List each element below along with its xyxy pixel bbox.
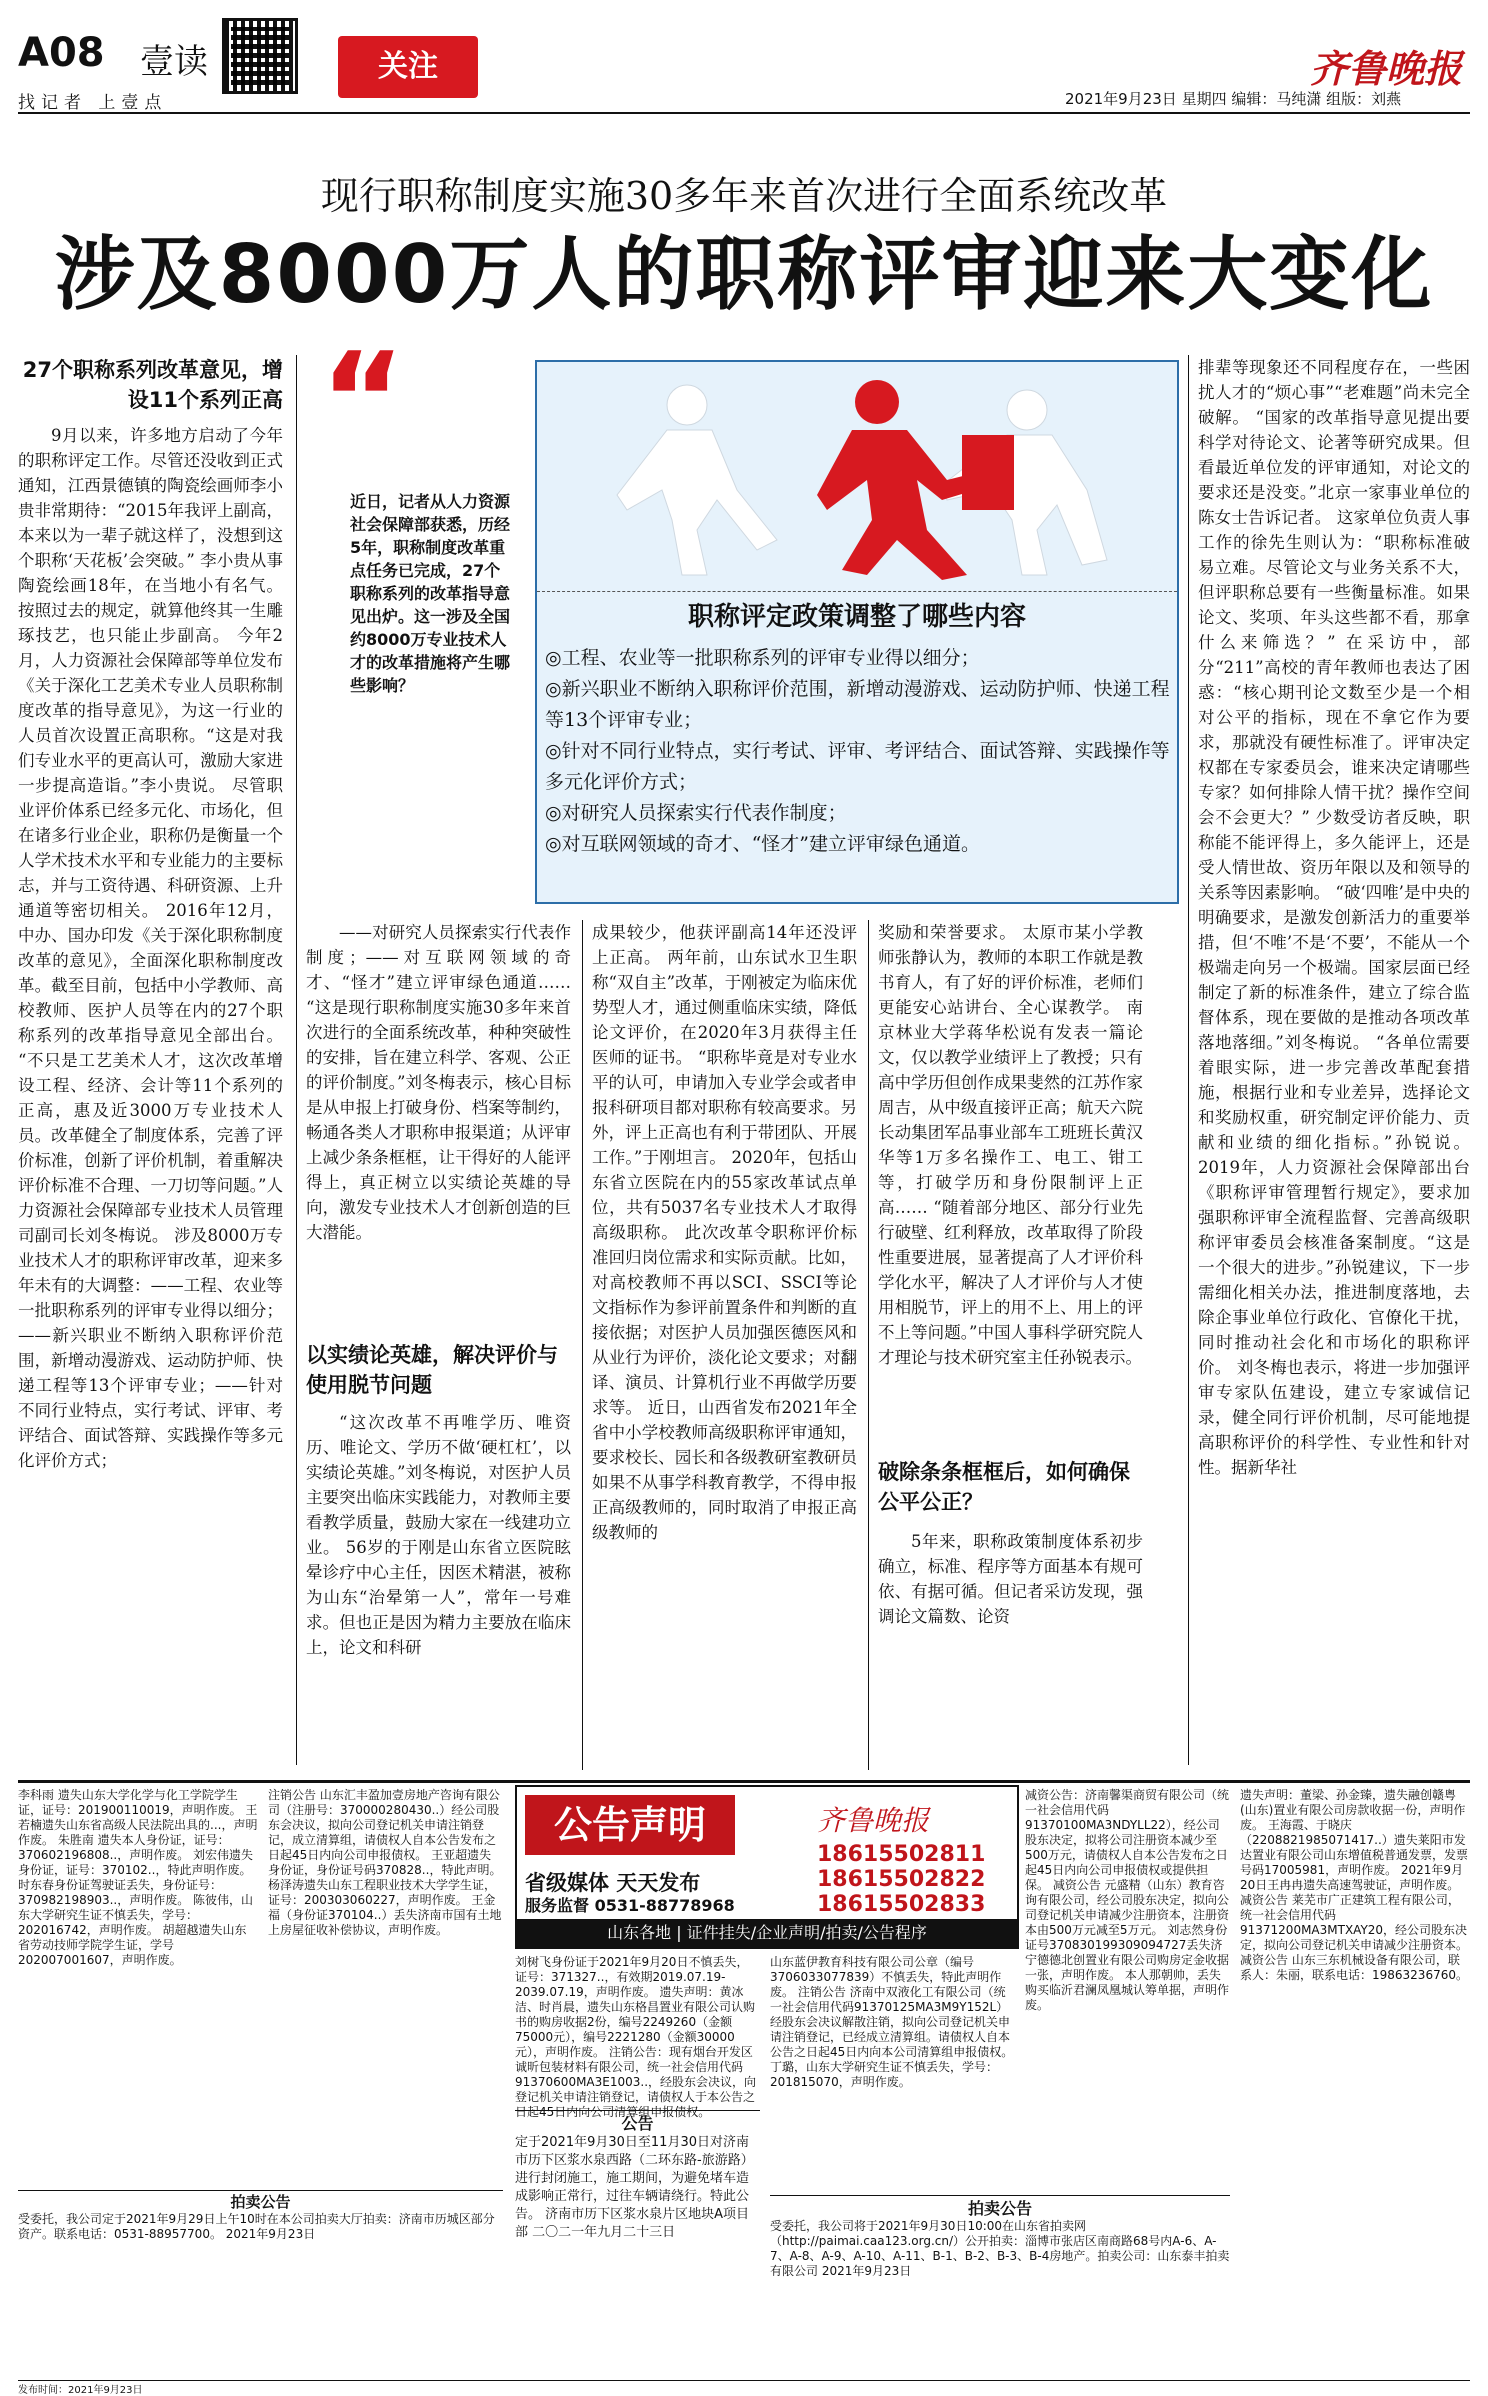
subhead: 以实绩论英雄，解决评价与使用脱节问题: [306, 1343, 558, 1397]
dateline: 2021年9月23日 星期四 编辑：马纯潇 组版：刘燕: [1065, 90, 1402, 108]
notice-text: 受委托，我公司定于2021年9月29日上午10时在本公司拍卖大厅拍卖：济南市历城区部分资产。联系电话：0531-88957700。 2021年9月23日: [18, 2212, 495, 2241]
slogan: 找记者 上壹点: [18, 93, 168, 113]
announcement-banner: [515, 1785, 1019, 1949]
kicker: 现行职称制度实施30多年来首次进行全面系统改革: [320, 174, 1168, 218]
column-rule: [296, 355, 297, 1765]
banner-line: 服务监督 0531-88778968: [525, 1896, 735, 1915]
banner-bar: 山东各地 | 证件挂失/企业声明/拍卖/公告程序: [517, 1919, 1017, 1947]
headline: 涉及8000万人的职称评审迎来大变化: [54, 228, 1434, 321]
info-item: ◎对互联网领域的奇才、“怪才”建立评审绿色通道。: [545, 833, 981, 855]
article-column-1: [18, 355, 283, 1775]
masthead: [0, 0, 1488, 120]
subhead: 破除条条框框后，如何确保公平公正？: [878, 1460, 1130, 1514]
banner-title: 公告声明: [525, 1795, 735, 1855]
notice-title: 拍卖公告: [967, 2199, 1032, 2218]
qr-code-icon[interactable]: [222, 18, 298, 94]
info-box: [535, 360, 1179, 904]
road-notice: [515, 2110, 760, 2376]
article-column-3: [592, 920, 857, 1770]
section-tag: 关注: [338, 36, 478, 98]
newspaper-logo: 齐鲁晚报: [1310, 46, 1463, 91]
info-box-title: 职称评定政策调整了哪些内容: [537, 591, 1177, 633]
body-text: 奖励和荣誉要求。 太原市某小学教师张静认为，教师的本职工作就是教书育人，有了好的评价标准，老师们更能安心站讲台、全心谋教学。 南京林业大学蒋华松说有发表一篇论文，仅以教学业绩评上了教授；只有高中学历但创作成果斐然的江苏作家周吉，从中级直接评正高；航天六院长动集团军品事业部车工班班长黄汉华等1万多名操作工、电工、钳工等，打破学历和身份限制评上正高…… “随着部分地区、部分行业先行破壁、红利释放，改革取得了阶段性重要进展，显著提高了人才评价科学化水平，解决了人才评价与人才使用相脱节，评上的用不上、用上的评不上等问题。”中国人事科学研究院人才理论与技术研究室主任孙锐表示。: [878, 923, 1143, 1367]
notice-text: 定于2021年9月30日至11月30日对济南市历下区浆水泉西路（二环东路-旅游路）进行封闭施工，施工期间，为避免堵车造成影响正常行，过往车辆请绕行。特此公告。 济南市历下区浆水泉片区地块A项目部 二〇二一年九月二十三日: [515, 2135, 754, 2240]
phone-number: 18615502811: [817, 1842, 986, 1867]
body-text: 成果较少，他获评副高14年还没评上正高。 两年前，山东试水卫生职称“双自主”改革，于刚被定为临床优势型人才，通过侧重临床实绩，降低论文评价，在2020年3月获得主任医师的证书。 “职称毕竟是对专业水平的认可，申请加入专业学会或者申报科研项目都对职称有较高要求。另外，评上正高也有利于带团队、开展工作。”于刚坦言。 2020年，包括山东省立医院在内的55家改革试点单位，共有5037名专业技术人才取得高级职称。 此次改革令职称评价标准回归岗位需求和实际贡献。比如，对高校教师不再以SCI、SSCI等论文指标作为参评前置条件和判断的直接依据；对医护人员加强医德医风和从业行为评价，淡化论文要求；对翻译、演员、计算机行业不再做学历要求等。 近日，山西省发布2021年全省中小学校教师高级职称评审通知，要求校长、园长和各级教研室教研员如果不从事学科教育教学，不得申报正高级教师的，同时取消了申报正高级教师的: [592, 923, 857, 1542]
article-column-2: [306, 920, 571, 1770]
ad-column: 刘树飞身份证于2021年9月20日不慎丢失，证号：371327..，有效期2019.07.19-2039.07.19，声明作废。 遗失声明：黄冰洁、时肖晨，遗失山东格昌置业有限公司认购书的购房收据2份，编号2249260（金额75000元），编号2221280（金额30000元），声明作废。 注销公告：现有烟台开发区诚昕包装材料有限公司，统一社会信用代码91370600MA3E1003..，经股东会决议，向登记机关申请注销登记，请债权人于本公告之日起45日内向公司清算组申报债权。: [515, 1955, 757, 2119]
ad-column: 李科雨 遗失山东大学化学与化工学院学生证，证号：201900110019，声明作废。 王若楠遗失山东省高级人民法院出具的...，声明作废。 朱胜南 遗失本人身份证，证号：370602196808..，声明作废。 刘宏伟遗失身份证，证号：370102..，特此声明作废。 时东春身份证驾驶证丢失，身份证号：370982198903..，声明作废。 陈彼伟，山东大学研究生证不慎丢失，学号：202016742，声明作废。 胡超越遗失山东省劳动技师学院学生证，学号202007001607，声明作废。: [18, 1788, 258, 1967]
ad-column: 山东蓝伊教育科技有限公司公章（编号3706033077839）不慎丢失，特此声明作废。 注销公告 济南中双液化工有限公司（统一社会信用代码91370125MA3M9Y152L）经股东会决议解散注销，拟向公司登记机关申请注销登记，已经成立清算组。请债权人自本公告之日起45日内向本公司清算组申报债权。 丁璐，山东大学研究生证不慎丢失，学号：201815070，声明作废。: [770, 1955, 1014, 2089]
body-text: 9月以来，许多地方启动了今年的职称评定工作。尽管还没收到正式通知，江西景德镇的陶瓷绘画师李小贵非常期待：“2015年我评上副高，本来以为一辈子就这样了，没想到这个职称‘天花板’会突破。” 李小贵从事陶瓷绘画18年，在当地小有名气。按照过去的规定，就算他终其一生雕琢技艺，也只能止步副高。 今年2月，人力资源社会保障部等单位发布《关于深化工艺美术专业人员职称制度改革的指导意见》，为这一行业的人员首次设置正高职称。“这是对我们专业水平的更高认可，激励大家进一步提高造诣。”李小贵说。 尽管职业评价体系已经多元化、市场化，但在诸多行业企业，职称仍是衡量一个人学术技术水平和专业能力的主要标志，并与工资待遇、科研资源、上升通道等密切相关。 2016年12月，中办、国办印发《关于深化职称制度改革的意见》，全面深化职称制度改革。截至目前，包括中小学教师、高校教师、医护人员等在内的27个职称系列的改革指导意见全部出台。 “不只是工艺美术人才，这次改革增设工程、经济、会计等11个系列的正高，惠及近3000万专业技术人员。改革健全了制度体系，完善了评价标准，创新了评价机制，着重解决评价标准不合理、一刀切等问题。”人力资源社会保障部专业技术人员管理司副司长刘冬梅说。 涉及8000万专业技术人才的职称评审改革，迎来多年未有的大调整：——工程、农业等一批职称系列的评审专业得以细分；——新兴职业不断纳入职称评价范围，新增动漫游戏、运动防护师、快递工程等13个评审专业；——针对不同行业特点，实行考试、评审、考评结合、面试答辩、实践操作等多元化评价方式；: [18, 426, 283, 1470]
column-rule: [1188, 355, 1189, 1765]
quote-text: 近日，记者从人力资源社会保障部获悉，历经5年，职称制度改革重点任务已完成，27个职称系列的改革指导意见出炉。这一涉及全国约8000万专业技术人才的改革措施将产生哪些影响？: [350, 492, 511, 695]
ad-column: 注销公告 山东汇丰盈加壹房地产咨询有限公司（注册号：370000280430..）经公司股东会决议，拟向公司登记机关申请注销登记，成立清算组，请债权人自本公告发布之日起45日内向公司申报债权。 王亚超遗失身份证，身份证号码370828..，特此声明。 杨泽涛遗失山东工程职业技术大学学生证，证号：200303060227，声明作废。 王金福（身份证370104..）丢失济南市国有土地上房屋征收补偿协议，声明作废。: [268, 1788, 502, 1937]
divider: [18, 112, 1470, 114]
phone-number: 18615502822: [817, 1867, 986, 1892]
auction-notice: [770, 2195, 1230, 2376]
body-text: 5年来，职称政策制度体系初步确立，标准、程序等方面基本有规可依、有据可循。但记者采访发现，强调论文篇数、论资: [878, 1532, 1143, 1626]
ad-column: 减资公告：济南馨渠商贸有限公司（统一社会信用代码91370100MA3NDYLL22），经公司股东决定，拟将公司注册资本减少至500万元，请债权人自本公告发布之日起45日内向公司申报债权或提供担保。 减资公告 元盛精（山东）教育咨询有限公司，经公司股东决定，拟向公司登记机关申请减少注册资本，注册资本由500万元减至5万元。 刘志然身份证号370830199309094727丢失济宁德德北创置业有限公司购房定金收据一张，声明作废。 本人那朝帅，丢失购买临沂君澜凤凰城认筹单据，声明作废。: [1025, 1788, 1230, 2012]
article-column-4: [878, 920, 1143, 1770]
body-text: 排辈等现象还不同程度存在，一些困扰人才的“烦心事”“老难题”尚未完全破解。 “国家的改革指导意见提出要科学对待论文、论著等研究成果。但看最近单位发的评审通知，对论文的要求还是没变。”北京一家事业单位的陈女士告诉记者。 这家单位负责人事工作的徐先生则认为：“职称标准破易立难。尽管论文与业务关系不大，但评职称总要有一些衡量标准。如果论文、奖项、年头这些都不看，那拿什么来筛选？” 在采访中，部分“211”高校的青年教师也表达了困惑：“核心期刊论文数至少是一个相对公平的指标，现在不拿它作为要求，那就没有硬性标准了。评审决定权都在专家委员会，谁来决定请哪些专家？如何排除人情干扰？操作空间会不会更大？” 少数受访者反映，职称能不能评得上，多久能评上，还是受人情世故、资历年限以及和领导的关系等因素影响。 “破‘四唯’是中央的明确要求，是激发创新活力的重要举措，但‘不唯’不是‘不要’，不能从一个极端走向另一个极端。国家层面已经制定了新的标准条件，建立了综合监督体系，现在要做的是推动各项改革落地落细。”刘冬梅说。 “各单位需要着眼实际，进一步完善改革配套措施，根据行业和专业差异，选择论文和奖励权重，研究制定评价能力、贡献和业绩的细化指标。”孙锐说。 2019年，人力资源社会保障部出台《职称评审管理暂行规定》，要求加强职称评审全流程监督、完善高级职称评审委员会核准备案制度。“这是一个很大的进步。”孙锐建议，下一步需细化相关办法，推进制度落地，去除企事业单位行政化、官僚化干扰，同时推动社会化和市场化的职称评价。 刘冬梅也表示，将进一步加强评审专家队伍建设，建立专家诚信记录，健全同行评价机制，尽可能地提高职称评价的科学性、专业性和针对性。据新华社: [1198, 358, 1470, 1477]
small-notice: [18, 2190, 503, 2376]
article-column-5: [1198, 355, 1470, 1770]
info-item: ◎针对不同行业特点，实行考试、评审、考评结合、面试答辩、实践操作等多元化评价方式；: [545, 740, 1170, 793]
column-rule: [868, 920, 869, 1770]
info-item: ◎对研究人员探索实行代表作制度；: [545, 802, 847, 824]
quote-box: [320, 324, 515, 880]
banner-line: 省级媒体 天天发布: [525, 1871, 701, 1895]
banner-logo: 齐鲁晚报: [817, 1804, 930, 1837]
ad-column: 遗失声明：董梁、孙金臻，遗失融创赣粤(山东)置业有限公司房款收据一份，声明作废。 王海霞、于晓庆（2208821985071417..）遗失莱阳市发达置业有限公司山东增值税普通发票，发票号码17005981，声明作废。 2021年9月20日王冉冉遗失高速驾驶证，声明作废。 减资公告 莱芜市广正建筑工程有限公司，统一社会信用代码91371200MA3MTXAY20，经公司股东决定，拟向公司登记机关申请减少注册资本。 减资公告 山东三东机械设备有限公司，联系人：朱丽，联系电话：19863236760。: [1240, 1788, 1469, 1982]
body-text: “这次改革不再唯学历、唯资历、唯论文、学历不做‘硬杠杠’，以实绩论英雄。”刘冬梅说，对医护人员主要突出临床实践能力，对教师主要看教学质量，鼓励大家在一线建功立业。 56岁的于刚是山东省立医院眩晕诊疗中心主任，因医术精湛，被称为山东“治晕第一人”，常年一号难求。但也正是因为精力主要放在临床上，论文和科研: [306, 1413, 571, 1657]
body-text: ——对研究人员探索实行代表作制度；——对互联网领域的奇才、“怪才”建立评审绿色通道…… “这是现行职称制度实施30多年来首次进行的全面系统改革，种种突破性的安排，旨在建立科学、客观、公正的评价制度。”刘冬梅表示，核心目标是从申报上打破身份、档案等制约，畅通各类人才职称申报渠道；从评审上减少条条框框，让干得好的人能评得上，真正树立以实绩论英雄的导向，激发专业技术人才创新创造的巨大潜能。: [306, 923, 571, 1242]
footer: 发布时间：2021年9月23日: [18, 2380, 1470, 2396]
notice-text: 受委托，我公司将于2021年9月30日10:00在山东省拍卖网（http://paimai.caa123.org.cn/）公开拍卖：淄博市张店区南商路68号内A-6、A-7、A-8、A-9、A-10、A-11、B-1、B-2、B-3、B-4房地产。拍卖公司：山东泰丰拍卖有限公司 2021年9月23日: [770, 2219, 1230, 2278]
info-item: ◎工程、农业等一批职称系列的评审专业得以细分；: [545, 647, 980, 669]
section-name: 壹读: [140, 42, 208, 82]
phone-number: 18615502833: [817, 1892, 986, 1917]
column-rule: [582, 920, 583, 1770]
subhead: 27个职称系列改革意见，增设11个系列正高: [22, 358, 283, 412]
notice-title: 公告: [621, 2114, 654, 2133]
quote-mark-icon: “: [320, 324, 406, 476]
notice-title: 拍卖公告: [230, 2193, 291, 2211]
info-item: ◎新兴职业不断纳入职称评价范围，新增动漫游戏、运动防护师、快递工程等13个评审专业；: [545, 678, 1170, 731]
relay-illustration: [547, 370, 1167, 585]
page-number: A08: [18, 30, 105, 76]
